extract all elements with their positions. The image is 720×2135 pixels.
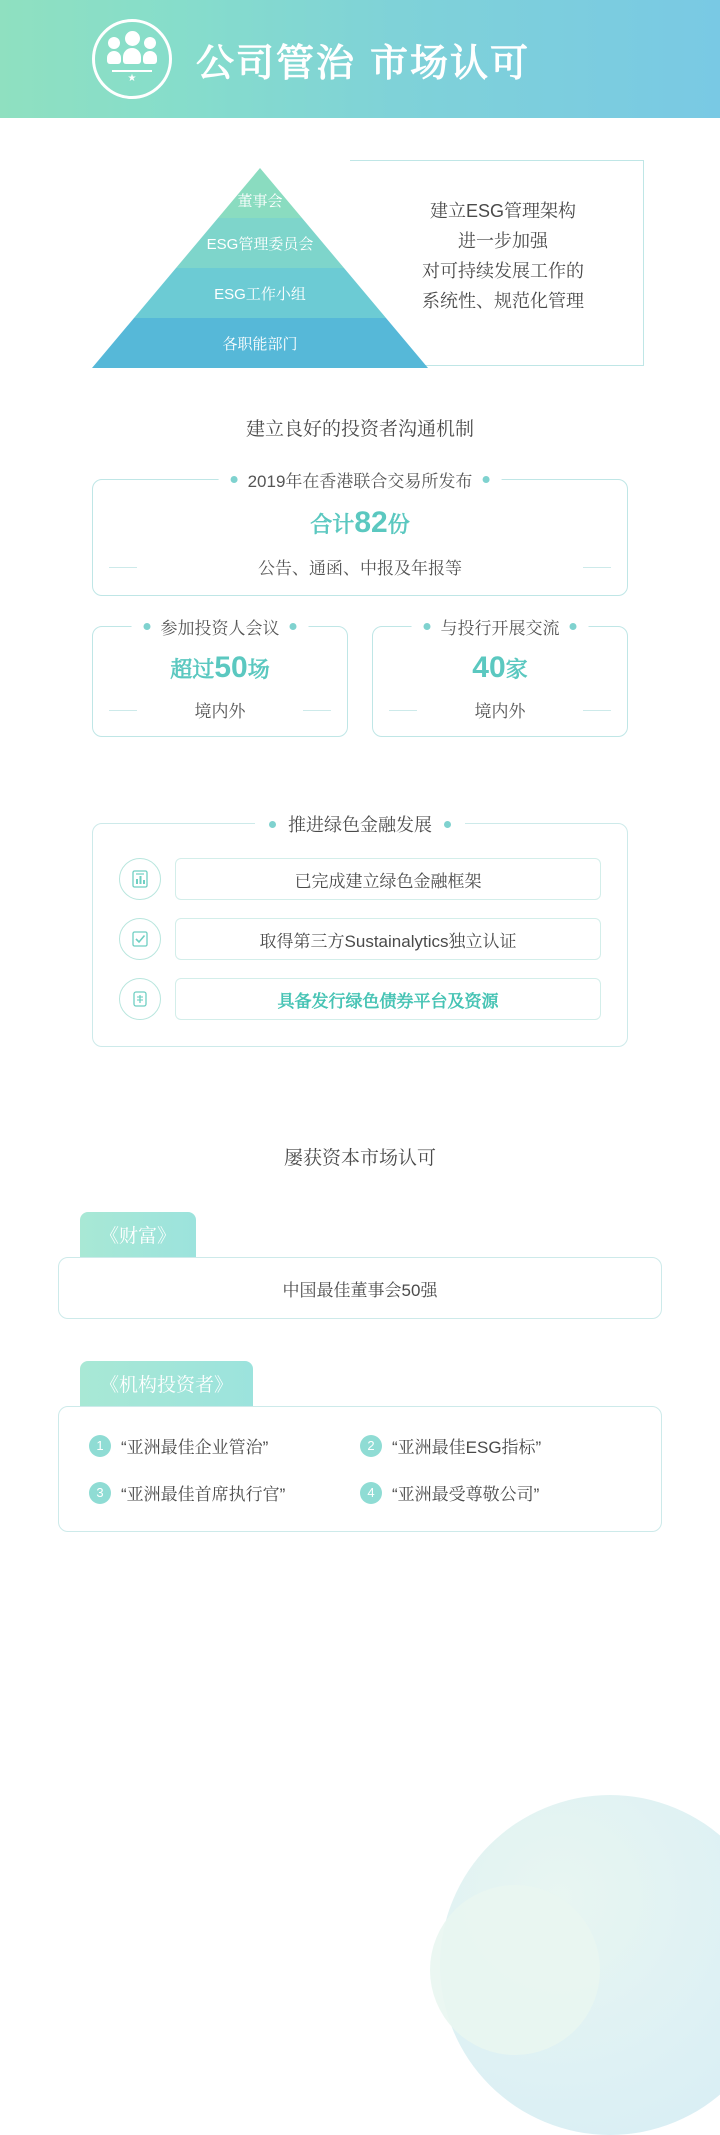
awards-section-title: 屡获资本市场认可 [283,1148,436,1169]
investor-main-number: 82 [354,506,388,539]
award-institutional-grid [59,1407,661,1531]
investor-card-2-suffix: 家 [505,657,528,682]
green-finance-item-3-text: 具备发行绿色债券平台及资源 [175,978,601,1020]
esg-structure-section [0,160,720,380]
check-square-icon-glyph [130,929,150,949]
award-item-number: 3 [89,1482,111,1504]
investor-main-card-highlight [93,506,627,540]
investor-card-1-prefix: 超过 [170,657,215,682]
esg-desc-line-3: 对可持续发展工作的 [422,261,584,281]
award-item-text: “亚洲最佳企业管治” [121,1438,269,1457]
investor-card-2-sub: 境内外 [373,697,627,722]
people-icon-glyph [107,31,157,64]
award-fortune-box [58,1257,662,1319]
money-bag-icon [119,978,161,1020]
dot-icon-right [290,623,297,630]
award-fortune [58,1212,662,1319]
page-header [0,0,720,118]
dot-icon-left [231,476,238,483]
pyramid-tier-2-label: ESG管理委员会 [206,235,314,253]
award-item [89,1433,360,1458]
investor-card-2 [372,619,628,737]
pyramid-tier-3-label: ESG工作小组 [214,285,306,303]
investor-card-1-label [132,614,309,639]
star-icon: ★ [127,72,137,84]
investor-card-1-sub: 境内外 [93,697,347,722]
esg-structure-description [378,196,628,316]
page-title-part1: 公司管治 [196,42,357,85]
award-item-number: 2 [360,1435,382,1457]
investor-card-2-number: 40 [472,651,506,684]
award-item-text: “亚洲最佳首席执行官” [121,1485,286,1504]
investor-main-prefix: 合计 [310,512,355,537]
investor-main-card-label-text: 2019年在香港联合交易所发布 [247,472,473,491]
dot-icon-right [482,476,489,483]
award-item-text: “亚洲最受尊敬公司” [392,1485,540,1504]
award-institutional-tab: 《机构投资者》 [80,1361,253,1406]
award-item-number: 4 [360,1482,382,1504]
award-institutional-box [58,1406,662,1532]
page-title [196,32,530,87]
investor-card-1-highlight [93,651,347,685]
award-item [89,1480,360,1505]
decorative-circle-small [430,1885,600,2055]
award-institutional [58,1361,662,1532]
investor-card-row [92,619,628,737]
investor-main-card-sub: 公告、通函、中报及年报等 [93,554,627,579]
award-item-number: 1 [89,1435,111,1457]
esg-desc-line-1: 建立ESG管理架构 [429,201,576,221]
award-fortune-text: 中国最佳董事会50强 [282,1280,438,1300]
award-item [360,1480,631,1505]
esg-desc-line-2: 进一步加强 [458,231,548,251]
investor-card-1 [92,619,348,737]
money-bag-icon-glyph [130,989,150,1009]
pyramid-tier-1-label: 董事会 [237,192,283,210]
pyramid-tier-4 [92,318,428,368]
investor-main-card [92,472,628,596]
dot-icon-right [570,623,577,630]
green-finance-title-text: 推进绿色金融发展 [288,815,432,835]
green-finance-item-2 [119,918,601,960]
investor-section [0,414,720,737]
awards-section [0,1143,720,1532]
document-chart-icon [119,858,161,900]
dot-icon-right [444,821,451,828]
investor-card-1-suffix: 场 [247,657,270,682]
dot-icon-left [144,623,151,630]
badge-divider [112,70,152,72]
award-item-text: “亚洲最佳ESG指标” [392,1438,542,1457]
green-finance-box [92,815,628,1047]
investor-card-2-label [412,614,589,639]
award-fortune-tab: 《财富》 [80,1212,196,1257]
green-finance-item-1 [119,858,601,900]
dot-icon-left [424,623,431,630]
investor-section-title: 建立良好的投资者沟通机制 [245,419,474,440]
pyramid-tier-4-label: 各职能部门 [222,335,298,353]
green-finance-title [255,811,465,837]
check-square-icon [119,918,161,960]
investor-card-2-label-text: 与投行开展交流 [440,619,560,638]
investor-card-1-number: 50 [214,651,248,684]
green-finance-item-3 [119,978,601,1020]
green-finance-item-1-text: 已完成建立绿色金融框架 [175,858,601,900]
dot-icon-left [269,821,276,828]
investor-main-suffix: 份 [387,512,410,537]
page-title-part2: 市场认可 [370,42,531,85]
people-icon [92,19,172,99]
investor-card-1-label-text: 参加投资人会议 [160,619,280,638]
green-finance-item-2-text: 取得第三方Sustainalytics独立认证 [175,918,601,960]
award-item [360,1433,631,1458]
green-finance-section [0,815,720,1047]
investor-card-2-highlight [373,651,627,685]
esg-desc-line-4: 系统性、规范化管理 [422,291,584,311]
investor-main-card-label [219,467,502,492]
document-chart-icon-glyph [130,869,150,889]
